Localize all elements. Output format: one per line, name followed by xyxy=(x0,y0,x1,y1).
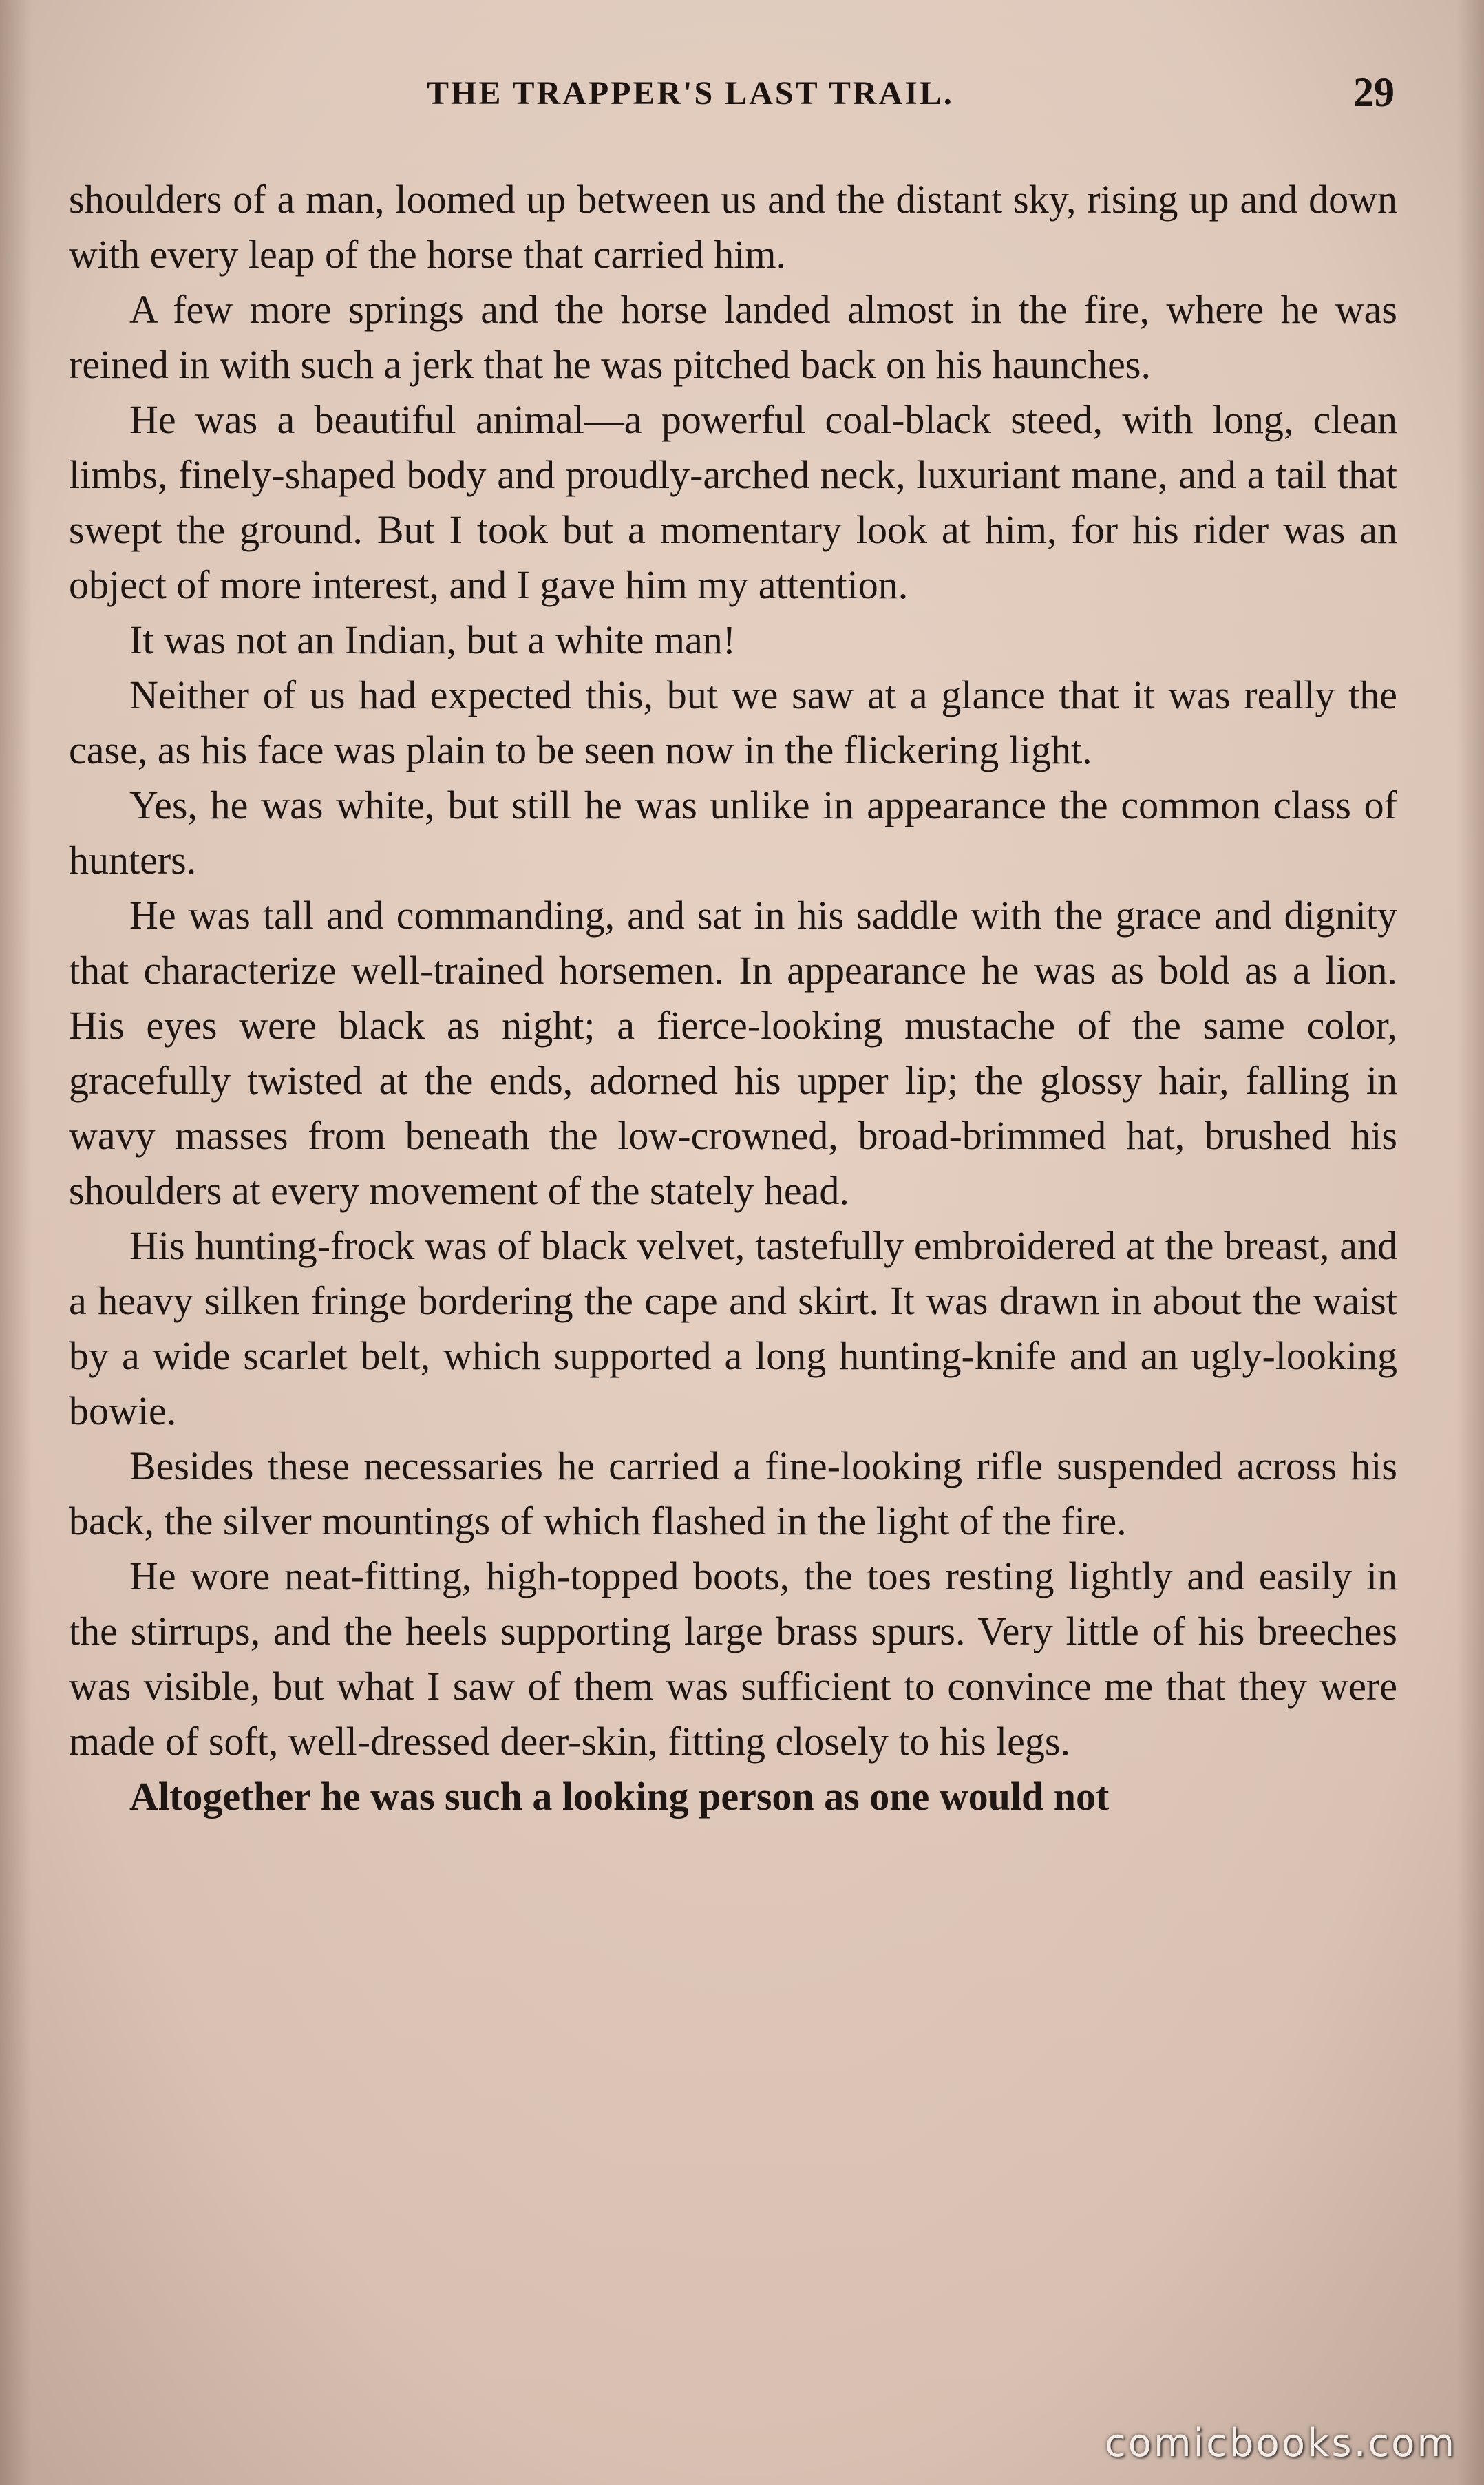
body-text xyxy=(69,172,1397,1824)
paragraph-1: shoulders of a man, loomed up between us and the distant sky, rising up and down with every leap of the horse that carried him. xyxy=(69,177,1397,277)
paragraph-5: Neither of us had expected this, but we saw at a glance that it was really the case, as his face was plain to be seen now in the flickering light. xyxy=(69,673,1397,772)
paragraph-6: Yes, he was white, but still he was unlike in appearance the common class of hunters. xyxy=(69,783,1397,882)
paragraph-4: It was not an Indian, but a white man! xyxy=(129,617,736,662)
paragraph-7: He was tall and commanding, and sat in his saddle with the grace and dignity that characterize well-trained horsemen. In appearance he was as bold as a lion. His eyes were black as night; a fierce-looking mustache of the same color, gracefully twisted at the ends, adorned his upper lip; the glossy hair, falling in wavy masses from beneath the low-crowned, broad-brimmed hat, brushed his shoulders at every movement of the stately head. xyxy=(69,893,1397,1213)
paragraph-11: Altogether he was such a looking person as one would not xyxy=(129,1774,1110,1819)
page-number: 29 xyxy=(1353,70,1395,115)
page-edge-shadow-left xyxy=(0,0,32,2485)
paragraph-9: Besides these necessaries he carried a fine-looking rifle suspended across his back, the silver mountings of which flashed in the light of the fire. xyxy=(69,1444,1397,1543)
paragraph-2: A few more springs and the horse landed almost in the fire, where he was reined in with such a jerk that he was pitched back on his haunches. xyxy=(69,287,1397,387)
running-head xyxy=(0,69,1484,124)
page-edge-shadow-right xyxy=(1456,0,1484,2485)
watermark: comicbooks.com xyxy=(1104,2421,1456,2466)
paragraph-3: He was a beautiful animal—a powerful coal-black steed, with long, clean limbs, finely-shaped body and proudly-arched neck, luxuriant mane, and a tail that swept the ground. But I took but a momentary look at him, for his rider was an object of more interest, and I gave him my attention. xyxy=(69,397,1397,607)
paragraph-10: He wore neat-fitting, high-topped boots, the toes resting lightly and easily in the stirrups, and the heels supporting large brass spurs. Very little of his breeches was visible, but what I saw of them was sufficient to convince me that they were made of soft, well-dressed deer-skin, fitting closely to his legs. xyxy=(69,1554,1397,1764)
paragraph-8: His hunting-frock was of black velvet, tastefully embroidered at the breast, and a heavy silken fringe bordering the cape and skirt. It was drawn in about the waist by a wide scarlet belt, which supported a long hunting-knife and an ugly-looking bowie. xyxy=(69,1223,1397,1433)
running-title: THE TRAPPER'S LAST TRAIL. xyxy=(427,75,954,112)
